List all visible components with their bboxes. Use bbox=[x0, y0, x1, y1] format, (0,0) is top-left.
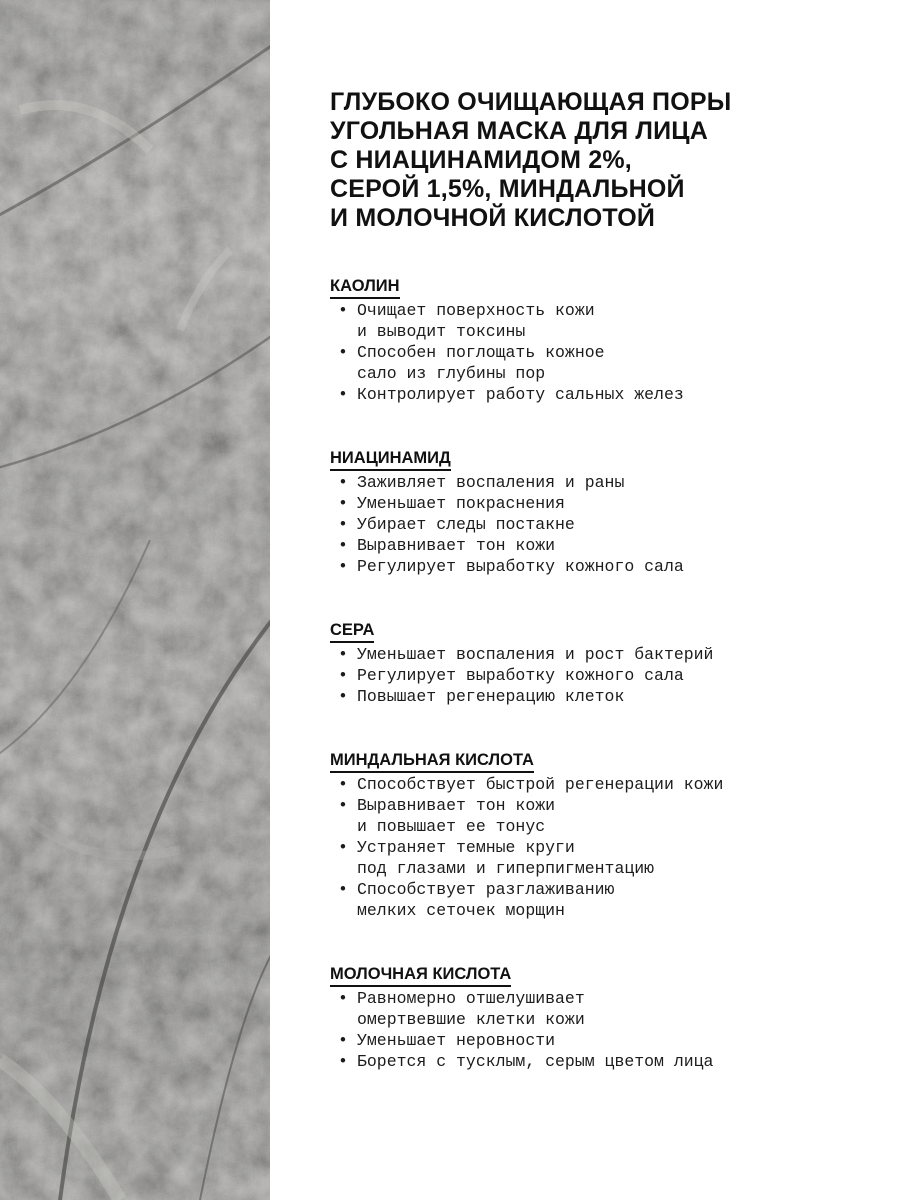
benefit-item bbox=[330, 837, 870, 879]
benefit-line: под глазами и гиперпигментацию bbox=[357, 859, 655, 878]
title-line: И МОЛОЧНОЙ КИСЛОТОЙ bbox=[330, 204, 656, 232]
benefit-line: • Устраняет темные круги bbox=[357, 838, 575, 857]
benefit-item bbox=[330, 686, 870, 707]
benefit-line: • Контролирует работу сальных желез bbox=[357, 385, 684, 404]
benefit-line: • Уменьшает неровности bbox=[357, 1031, 556, 1050]
title-line: С НИАЦИНАМИДОМ 2%, bbox=[330, 146, 632, 174]
benefit-item bbox=[330, 300, 870, 342]
benefit-line: • Выравнивает тон кожи bbox=[357, 536, 556, 555]
benefit-item bbox=[330, 556, 870, 577]
ingredient-heading: МОЛОЧНАЯ КИСЛОТА bbox=[330, 963, 511, 987]
benefit-list bbox=[330, 644, 870, 707]
charcoal-texture-photo bbox=[0, 0, 270, 1200]
benefit-line: • Повышает регенерацию клеток bbox=[357, 687, 625, 706]
benefit-list bbox=[330, 472, 870, 577]
benefit-item bbox=[330, 493, 870, 514]
benefit-line: • Борется с тусклым, серым цветом лица bbox=[357, 1052, 714, 1071]
benefit-item bbox=[330, 879, 870, 921]
benefit-item bbox=[330, 472, 870, 493]
benefit-item bbox=[330, 988, 870, 1030]
benefit-line: • Способен поглощать кожное bbox=[357, 343, 605, 362]
benefit-line: • Регулирует выработку кожного сала bbox=[357, 666, 684, 685]
ingredient-sections bbox=[330, 275, 870, 1072]
benefit-line: мелких сеточек морщин bbox=[357, 901, 565, 920]
benefit-item bbox=[330, 514, 870, 535]
benefit-line: • Способствует быстрой регенерации кожи bbox=[357, 775, 724, 794]
benefit-list bbox=[330, 988, 870, 1072]
benefit-line: • Уменьшает воспаления и рост бактерий bbox=[357, 645, 714, 664]
ingredient-section bbox=[330, 749, 870, 921]
ingredient-section bbox=[330, 963, 870, 1072]
ingredient-heading: НИАЦИНАМИД bbox=[330, 447, 451, 471]
benefit-line: • Убирает следы постакне bbox=[357, 515, 575, 534]
benefit-item bbox=[330, 384, 870, 405]
benefit-item bbox=[330, 535, 870, 556]
page-title bbox=[330, 88, 870, 233]
benefit-line: • Выравнивает тон кожи bbox=[357, 796, 556, 815]
benefit-item bbox=[330, 795, 870, 837]
benefit-line: • Уменьшает покраснения bbox=[357, 494, 565, 513]
ingredient-heading: МИНДАЛЬНАЯ КИСЛОТА bbox=[330, 749, 534, 773]
benefit-item bbox=[330, 1051, 870, 1072]
ingredient-section bbox=[330, 275, 870, 405]
benefit-line: • Равномерно отшелушивает bbox=[357, 989, 585, 1008]
ingredient-heading: СЕРА bbox=[330, 619, 374, 643]
benefit-list bbox=[330, 300, 870, 405]
benefit-line: • Способствует разглаживанию bbox=[357, 880, 615, 899]
benefit-item bbox=[330, 774, 870, 795]
benefit-line: и выводит токсины bbox=[357, 322, 526, 341]
benefit-line: и повышает ее тонус bbox=[357, 817, 546, 836]
benefit-item bbox=[330, 1030, 870, 1051]
benefit-item bbox=[330, 665, 870, 686]
benefit-line: омертвевшие клетки кожи bbox=[357, 1010, 585, 1029]
benefit-list bbox=[330, 774, 870, 921]
benefit-line: • Очищает поверхность кожи bbox=[357, 301, 595, 320]
title-line: УГОЛЬНАЯ МАСКА ДЛЯ ЛИЦА bbox=[330, 117, 709, 145]
ingredient-heading: КАОЛИН bbox=[330, 275, 400, 299]
benefit-line: сало из глубины пор bbox=[357, 364, 546, 383]
title-line: ГЛУБОКО ОЧИЩАЮЩАЯ ПОРЫ bbox=[330, 88, 732, 116]
benefit-line: • Заживляет воспаления и раны bbox=[357, 473, 625, 492]
title-line: СЕРОЙ 1,5%, МИНДАЛЬНОЙ bbox=[330, 175, 685, 203]
ingredient-section bbox=[330, 619, 870, 707]
content-panel bbox=[330, 88, 870, 1114]
benefit-line: • Регулирует выработку кожного сала bbox=[357, 557, 684, 576]
benefit-item bbox=[330, 644, 870, 665]
benefit-item bbox=[330, 342, 870, 384]
ingredient-section bbox=[330, 447, 870, 577]
